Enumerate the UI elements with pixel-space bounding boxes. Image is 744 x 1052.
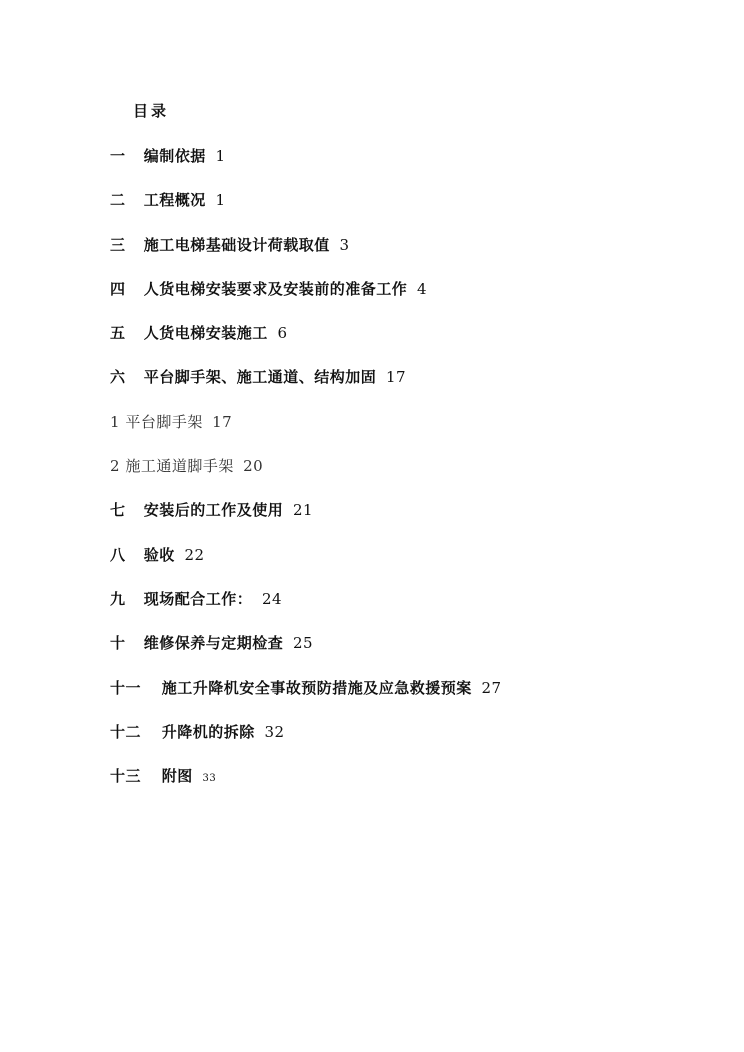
toc-entry-text: 编制依据 [143,147,206,165]
toc-entry-number: 二 [110,191,126,210]
toc-entry-number: 十三 [110,767,142,786]
toc-entry-13[interactable] [110,766,710,810]
toc-entry-number: 十 [110,634,126,653]
toc-entry-text: 平台脚手架 [125,412,203,431]
toc-entry-page: 1 [215,147,226,165]
toc-entry-2[interactable] [110,190,710,234]
toc-entry-text: 人货电梯安装要求及安装前的准备工作 [143,279,408,298]
toc-entry-12[interactable] [110,722,710,766]
toc-entry-page: 22 [184,545,205,564]
toc-entry-number: 六 [110,368,126,387]
toc-entry-text: 平台脚手架、施工通道、结构加固 [143,368,377,387]
toc-entry-number: 十二 [110,722,142,741]
toc-entry-number: 四 [110,279,126,298]
toc-entry-4[interactable] [110,279,710,323]
toc-entry-6[interactable] [110,367,710,411]
toc-entry-page: 21 [292,501,314,520]
toc-entry-10[interactable] [110,633,710,677]
toc-entry-text: 升降机的拆除 [161,722,255,741]
toc-entry-number: 一 [110,147,126,165]
toc-entry-number: 2 [110,457,121,476]
toc-entry-11[interactable] [110,678,710,722]
toc-entry-number: 八 [110,545,126,564]
toc-entry-5[interactable] [110,323,710,367]
toc-entry-page: 27 [481,678,502,697]
toc-entry-text: 施工升降机安全事故预防措施及应急救援预案 [161,678,472,697]
toc-entry-number: 1 [110,412,121,431]
toc-entry-text: 人货电梯安装施工 [143,324,268,343]
toc-entry-page: 1 [215,191,226,210]
toc-entry-page: 25 [292,634,314,653]
toc-entry-page: 4 [416,279,428,298]
toc-entry-7[interactable] [110,500,710,544]
toc-subentry-2[interactable] [110,456,710,500]
toc-entry-number: 十一 [110,678,142,697]
toc-entry-page: 33 [202,773,217,785]
toc-entry-8[interactable] [110,545,710,589]
toc-entry-page: 17 [212,412,233,431]
toc-entry-page: 20 [243,457,264,476]
toc-entry-number: 五 [110,324,126,343]
toc-entry-number: 三 [110,235,126,254]
toc-entry-text: 施工通道脚手架 [125,457,234,476]
toc-entry-3[interactable] [110,235,710,279]
table-of-contents [110,146,710,810]
toc-entry-text: 现场配合工作： [143,589,253,608]
toc-entry-text: 附图 [161,767,193,786]
toc-entry-page: 3 [339,235,350,254]
toc-entry-number: 七 [110,501,126,520]
toc-entry-page: 32 [264,722,285,741]
toc-entry-1[interactable] [110,146,710,190]
toc-entry-text: 施工电梯基础设计荷载取值 [143,235,330,254]
toc-entry-text: 安装后的工作及使用 [143,501,284,520]
toc-subentry-1[interactable] [110,412,710,456]
toc-entry-page: 17 [385,368,407,387]
toc-entry-page: 6 [277,324,288,343]
toc-entry-number: 九 [110,589,126,608]
toc-entry-9[interactable] [110,589,710,633]
toc-title: 目录 [133,102,170,120]
toc-entry-text: 验收 [143,545,175,564]
toc-entry-page: 24 [261,589,283,608]
toc-entry-text: 工程概况 [143,191,206,210]
toc-entry-text: 维修保养与定期检查 [143,634,284,653]
